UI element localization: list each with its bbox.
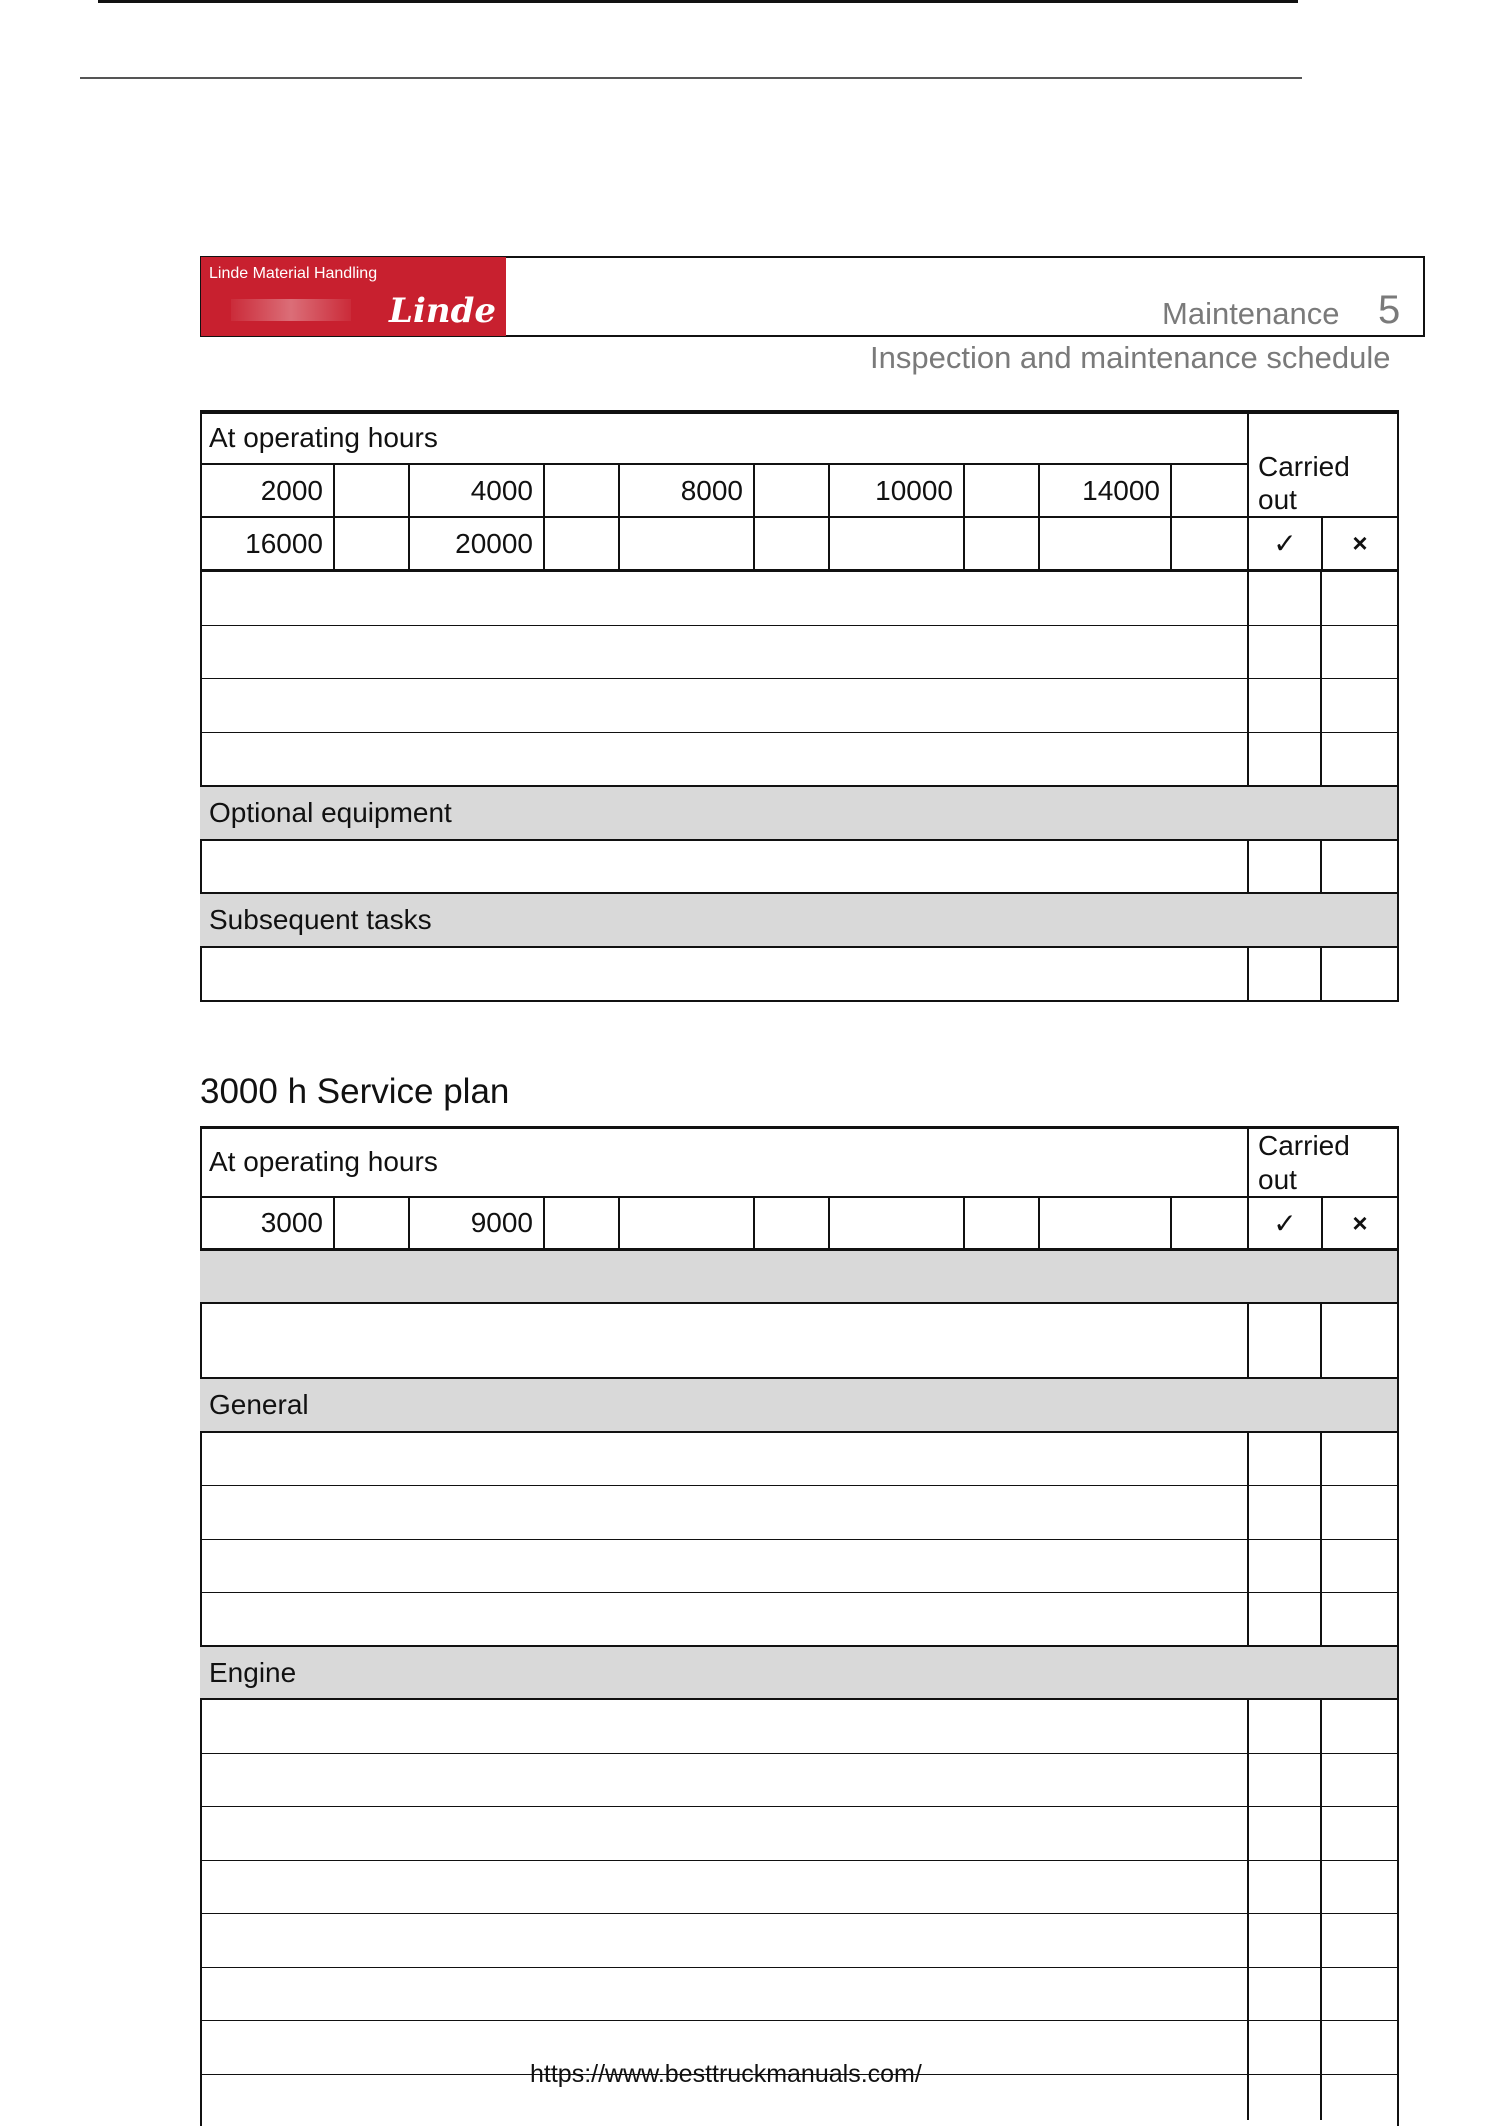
table2-carried-out-label: Carried out	[1258, 1130, 1350, 1195]
task-row	[200, 1593, 1397, 1647]
task-row	[200, 1914, 1397, 1968]
chapter-title: Maintenance	[1162, 296, 1340, 331]
table1-heading: At operating hours	[209, 422, 438, 453]
hours-value: 10000	[875, 474, 953, 506]
section-subsequent-tasks	[200, 894, 1397, 948]
task-row	[200, 948, 1397, 1002]
task-row	[200, 733, 1397, 787]
task-row	[200, 1861, 1397, 1914]
section-label: Subsequent tasks	[209, 904, 432, 935]
page-subtitle: Inspection and maintenance schedule	[870, 340, 1391, 375]
task-row	[200, 1700, 1397, 1754]
task-row	[200, 1304, 1397, 1379]
task-row	[200, 1754, 1397, 1807]
task-row	[200, 679, 1397, 733]
task-row	[200, 626, 1397, 679]
table2-hours-row	[200, 1198, 1247, 1251]
table1-hours-row-1	[200, 465, 1247, 518]
table1-mark-row	[1247, 518, 1397, 572]
hours-value: 20000	[455, 527, 533, 559]
top-rule-thin	[80, 77, 1302, 79]
section-label: Optional equipment	[209, 797, 452, 828]
table2-mark-row	[1247, 1198, 1397, 1251]
section-engine	[200, 1647, 1397, 1700]
task-row	[200, 841, 1397, 894]
brand-gradient	[231, 299, 351, 321]
task-row	[200, 1968, 1397, 2021]
top-rule	[98, 0, 1298, 3]
hours-value: 4000	[470, 474, 533, 506]
task-row	[200, 1540, 1397, 1593]
section-optional-equipment	[200, 787, 1397, 841]
table1-hours-row-2	[200, 518, 1247, 572]
section-label: General	[209, 1389, 309, 1420]
task-row	[200, 1807, 1397, 1861]
table2-heading-row	[200, 1129, 1247, 1198]
cross-icon: ×	[1352, 1207, 1368, 1238]
section-general	[200, 1379, 1397, 1433]
footer-url[interactable]: https://www.besttruckmanuals.com/	[530, 2060, 922, 2088]
task-row	[200, 1433, 1397, 1486]
table1-heading-row	[200, 413, 1247, 465]
hours-value: 3000	[260, 1207, 323, 1238]
table1-carried-out-header	[1247, 413, 1397, 518]
chapter-number: 5	[1378, 288, 1401, 332]
table2-heading: At operating hours	[209, 1146, 438, 1177]
hours-value: 14000	[1082, 474, 1160, 506]
linde-logo: Linde	[389, 291, 496, 331]
checkmark-icon: ✓	[1249, 518, 1323, 569]
table1-carried-out-label: Carried out	[1258, 451, 1350, 515]
cross-icon: ×	[1352, 528, 1368, 558]
hours-value: 2000	[260, 474, 323, 506]
task-row	[200, 1486, 1397, 1540]
table2-carried-out-header	[1247, 1129, 1397, 1198]
task-row	[200, 572, 1397, 626]
hours-value: 9000	[470, 1207, 533, 1238]
section-label: Engine	[209, 1656, 297, 1688]
plan-3000-title: 3000 h Service plan	[200, 1072, 510, 1111]
checkmark-icon: ✓	[1249, 1198, 1323, 1248]
brand-small-text: Linde Material Handling	[209, 265, 378, 282]
section-blank	[200, 1251, 1397, 1304]
hours-value: 8000	[680, 474, 743, 506]
hours-value: 16000	[245, 527, 323, 559]
brand-logo-block	[201, 257, 506, 336]
